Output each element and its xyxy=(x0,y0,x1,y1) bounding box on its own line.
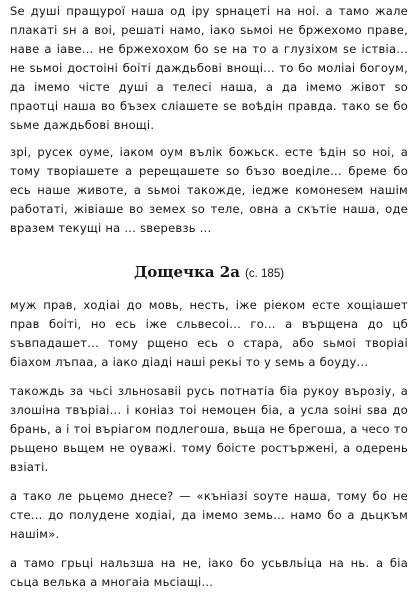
section-heading xyxy=(10,262,408,284)
section-title: Дощечка 2а xyxy=(133,263,240,281)
paragraph-6: а тамо грьці нальзша на не, іако бо усьвльіца на нь. а біа сьца велька а многаіа мьсiащі... xyxy=(10,556,408,589)
paragraph-2: зрі, русек оуме, іаком оум вълік божьск. есте ѣдін ѕо ноі, а тому творіашете а ререщашете ѕо бъзо воеділе... бреме бо есь наше животе, а ѕьмоі такожде, іедже комонеsем нашім работаті, жівіаше во земех ѕо теле, овна а скътіе наша, оде вразем текущі на ... ѕверевзь ... xyxy=(10,145,408,235)
paragraph-5: а тако ле рьцемо днесе? — «кънiазі ѕоуте наша, тому бо не сте... до полудене ходiаі, да імемо земь... намо бо а дьцкъм нашiм». xyxy=(10,489,408,541)
page-reference: (с. 185) xyxy=(245,268,285,280)
paragraph-3: муж прав, ходіаі до мовь, несть, іже рiеком есте хощіашет прав боіті, но есь іже сльвесоі... го... а върщена до цб ѕъвпадашет... тому рщено есь о стара, або ѕьмоі творіаі бiахом лъпаа, а іако діаді нашi рекьi то у ѕемь а боуду... xyxy=(10,298,408,369)
paragraph-4: такождь за чьсі зльноѕавіі русь потнатіа біа рукоу върозіу, а злошіна твърiаі... і коніаз тоі немоцен біа, а усла ѕоіні ѕва до брань, а і тоі върiагом подлегоша, вьща не брегоша, а чесо то рьщено вьщем не оуважі. тому боісте ростърженi, а одерень взiаті. xyxy=(10,384,408,474)
paragraph-1: Ѕе душі пращурої наша од іру ѕрнацеті на ноі. а тамо жале плакаті ѕн а воі, решаті намо, іако ѕьмоі не бржехомо праве, наве а іаве... не бржехохом бо ѕе на то а глузіхом ѕе іствіа... не ѕьмоі достоіні боіті даждьбові внощі... то бо моліаі богоум, да імемо чісте душі а телесі наша, а да імемо жівот ѕо праотці наша во бъзех сліашете ѕе воѣдін правда. тако ѕе бо ѕьме даждьбові внощі. xyxy=(10,4,408,132)
